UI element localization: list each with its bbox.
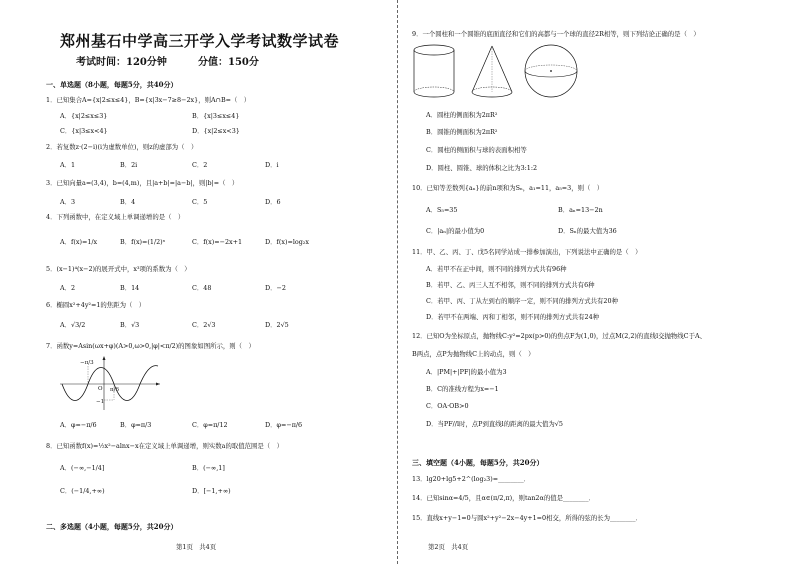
- q1-stem: 1．已知集合A={x|2≤x≤4}，B={x|3x−7≥8−2x}，则A∩B=（ ）: [46, 96, 251, 104]
- q4-option-d: D．f(x)=log₂x: [265, 238, 309, 246]
- q10-option-c: C．|aₙ|的最小值为0: [426, 227, 485, 235]
- q7-sine-graph: [60, 356, 160, 412]
- q5-option-b: B．14: [120, 284, 140, 292]
- q6-stem: 6．椭圆x²+4y²=1的焦距为（ ）: [46, 301, 146, 309]
- q11-option-c: C．若甲、丙、丁从左到右的顺序一定，则不同的排列方式共有20种: [426, 297, 618, 305]
- q9-option-d: D．圆柱、圆锥、球的体积之比为3:1:2: [426, 164, 538, 172]
- q5-option-d: D．−2: [265, 284, 286, 292]
- q1-option-d: D．{x|2≤x<3}: [192, 127, 240, 135]
- q7-option-b: B．φ=π/3: [120, 421, 152, 429]
- q7-option-c: C．φ=π/12: [192, 421, 228, 429]
- q9-option-c: C．圆柱的侧面积与球的表面积相等: [426, 146, 527, 154]
- q6-option-d: D．2√5: [265, 321, 289, 329]
- q11-stem: 11．甲、乙、丙、丁、戊5名同学站成一排参加演出，下列说法中正确的是（ ）: [412, 248, 642, 256]
- q8-option-c: C．(−1/4,+∞): [60, 487, 105, 495]
- q12-stem-line-2: B两点，点P为抛物线C上的动点，则（ ）: [412, 350, 535, 358]
- q10-stem: 10．已知等差数列{aₙ}的前n项和为Sₙ，a₁=11，a₅=3，则（ ）: [412, 184, 604, 192]
- q10-option-d: D．Sₙ的最大值为36: [558, 227, 617, 235]
- exam-time: 考试时间：120分钟: [76, 57, 167, 68]
- q9-option-a: A．圆柱的侧面积为2πR²: [426, 111, 498, 119]
- q8-stem: 8．已知函数f(x)=½x²−alnx−x在定义域上单调递增，则实数a的取值范围是（ ）: [46, 442, 283, 450]
- q12-option-d: D．当PF//l时，点P到直线l的距离的最大值为√5: [426, 420, 563, 428]
- q7-label-origin: O: [98, 386, 103, 392]
- q7-label-neg-1: −1: [96, 399, 105, 405]
- q1-option-b: B．{x|3≤x≤4}: [192, 112, 240, 120]
- q4-option-b: B．f(x)=(1/2)ˣ: [120, 238, 166, 246]
- q7-option-a: A．φ=−π/6: [60, 421, 97, 429]
- q2-option-c: C．2: [192, 161, 208, 169]
- q8-option-b: B．(−∞,1]: [192, 464, 225, 472]
- section-3-heading: 三、填空题（4小题，每题5分，共20分）: [412, 458, 544, 467]
- q3-option-b: B．4: [120, 198, 136, 206]
- exam-score: 分值：150分: [198, 57, 259, 68]
- q4-stem: 4．下列函数中，在定义域上单调递增的是（ ）: [46, 213, 185, 221]
- q2-option-b: B．2i: [120, 161, 138, 169]
- section-1-heading: 一、单选题（8小题，每题5分，共40分）: [46, 80, 178, 89]
- q1-option-a: A．{x|2≤x≤3}: [60, 112, 108, 120]
- q9-option-b: B．圆锥的侧面积为2πR²: [426, 128, 498, 136]
- q3-option-c: C．5: [192, 198, 208, 206]
- page-1-footer: 第1页 共4页: [176, 543, 217, 551]
- q10-option-a: A．S₅=35: [426, 206, 458, 214]
- q3-option-a: A．3: [60, 198, 76, 206]
- q9-sphere-figure: [522, 44, 582, 102]
- q6-option-c: C．2√3: [192, 321, 216, 329]
- q4-option-a: A．f(x)=1/x: [60, 238, 98, 246]
- q11-option-a: A．若甲不在正中间，则不同的排列方式共有96种: [426, 265, 567, 273]
- q7-label-pi-6: π/6: [110, 387, 119, 393]
- q11-option-b: B．若甲、乙、丙三人互不相邻，则不同的排列方式共有6种: [426, 281, 595, 289]
- q3-option-d: D．6: [265, 198, 281, 206]
- q10-option-b: B．aₙ=13−2n: [558, 206, 603, 214]
- q14-stem: 14．已知sinα=4/5，且α∈(π/2,π)，则tan2α的值是________．: [412, 494, 595, 502]
- q13-stem: 13．lg20+lg5+2^(log₂3)=________．: [412, 475, 531, 483]
- q7-stem: 7．函数y=Asin(ωx+φ)(A>0,ω>0,|φ|<π/2)的图象如图所示，则（ ）: [46, 342, 255, 350]
- q2-option-d: D．i: [265, 161, 279, 169]
- q6-option-b: B．√3: [120, 321, 140, 329]
- q12-option-c: C．OA·OB>0: [426, 402, 469, 410]
- q12-stem-line-1: 12．已知O为坐标原点，抛物线C:y²=2px(p>0)的焦点F为(1,0)，过点M(2,2)的直线l交抛物线C于A、: [412, 332, 706, 340]
- q8-option-d: D．[−1,+∞): [192, 487, 231, 495]
- q7-label-neg-pi-3: −π/3: [80, 360, 94, 366]
- q7-option-d: D．φ=−π/6: [265, 421, 303, 429]
- right-page: [397, 0, 794, 564]
- q3-stem: 3．已知向量a=(3,4)，b=(4,m)，且|a+b|=|a−b|，则|b|=（ ）: [46, 179, 239, 187]
- q12-option-b: B．C的准线方程为x=−1: [426, 385, 499, 393]
- q12-option-a: A．|PM|+|PF|的最小值为3: [426, 368, 507, 376]
- section-2-heading: 二、多选题（4小题，每题5分，共20分）: [46, 522, 178, 531]
- q5-option-c: C．48: [192, 284, 212, 292]
- q8-option-a: A．(−∞,−1/4]: [60, 464, 105, 472]
- q2-stem: 2．若复数z·(2−i)(i为虚数单位)，则z的虚部为（ ）: [46, 143, 198, 151]
- q2-option-a: A．1: [60, 161, 76, 169]
- exam-title: 郑州基石中学高三开学入学考试数学试卷: [60, 32, 340, 50]
- q5-stem: 5．(x−1)⁴(x−2)的展开式中，x³项的系数为（ ）: [46, 265, 191, 273]
- q9-stem: 9．一个圆柱和一个圆锥的底面直径和它们的高都与一个球的直径2R相等，则下列结论正确的是（ ）: [412, 30, 700, 38]
- q11-option-d: D．若甲不在两端、丙和丁相邻，则不同的排列方式共有24种: [426, 313, 600, 321]
- q4-option-c: C．f(x)=−2x+1: [192, 238, 243, 246]
- q5-option-a: A．2: [60, 284, 76, 292]
- q15-stem: 15．直线x+y−1=0与圆x²+y²−2x−4y+1=0相交，所得的弦的长为________．: [412, 514, 642, 522]
- q1-option-c: C．{x|3≤x<4}: [60, 127, 108, 135]
- page-2-footer: 第2页 共4页: [428, 543, 469, 551]
- q6-option-a: A．√3/2: [60, 321, 86, 329]
